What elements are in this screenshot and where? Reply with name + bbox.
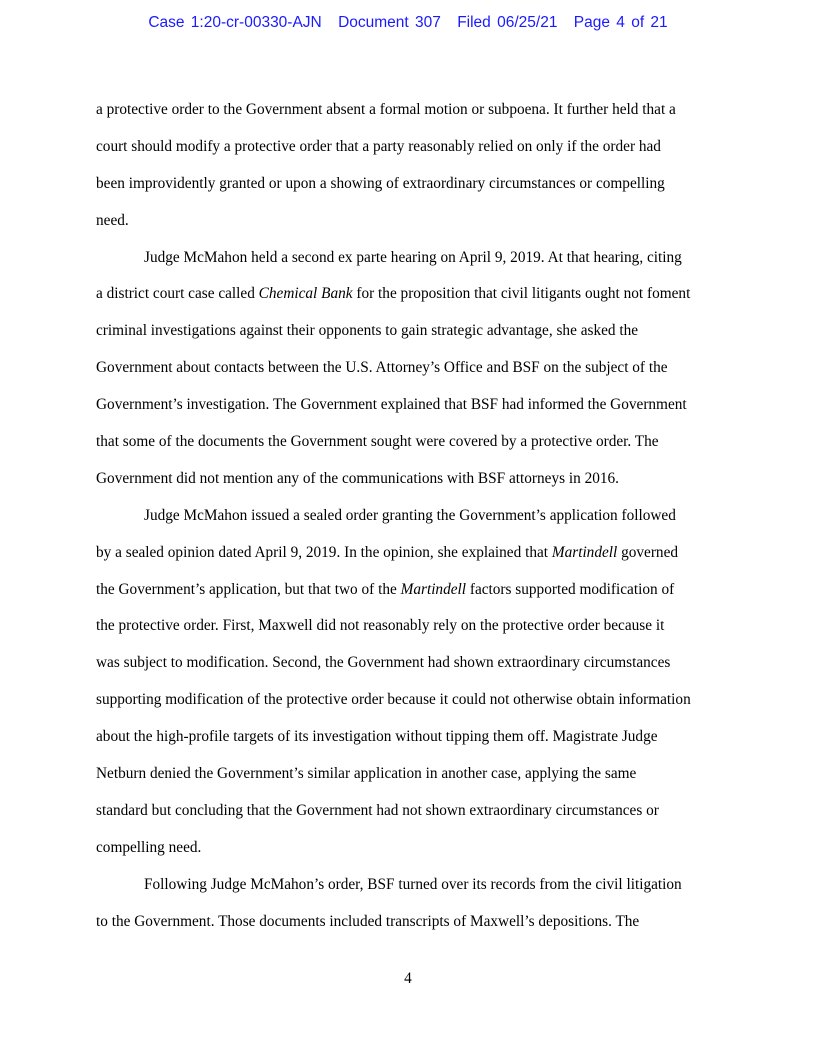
text-line: a protective order to the Government absent a formal motion or subpoena. It further held that a	[96, 101, 676, 118]
paragraph-3	[96, 498, 724, 867]
text-line: Netburn denied the Government’s similar application in another case, applying the same	[96, 765, 637, 783]
document-body	[96, 92, 724, 940]
page-indicator: Page 4 of 21	[573, 14, 668, 31]
text-line: criminal investigations against their opponents to gain strategic advantage, she asked the	[96, 322, 639, 340]
text-line: supporting modification of the protective order because it could not otherwise obtain information	[96, 691, 691, 709]
text-line: Government about contacts between the U.S. Attorney’s Office and BSF on the subject of the	[96, 359, 668, 377]
ecf-filing-header	[0, 14, 816, 32]
text-line: to the Government. Those documents included transcripts of Maxwell’s depositions. The	[96, 912, 640, 930]
case-citation-italic: Martindell	[400, 580, 467, 598]
text-line: the protective order. First, Maxwell did not reasonably rely on the protective order because it	[96, 617, 665, 635]
text-line: court should modify a protective order that a party reasonably relied on only if the order had	[96, 137, 661, 155]
text-line: that some of the documents the Government sought were covered by a protective order. The	[96, 433, 659, 451]
text-line: about the high-profile targets of its investigation without tipping them off. Magistrate Judge	[96, 728, 658, 746]
text-line: by a sealed opinion dated April 9, 2019. In the opinion, she explained that Martindell governed	[96, 543, 679, 561]
paragraph-2	[96, 240, 724, 498]
paragraph-1	[96, 92, 724, 240]
text-line: Judge McMahon issued a sealed order granting the Government’s application followed	[144, 506, 676, 524]
page-number: 4	[404, 970, 412, 987]
text-line: Following Judge McMahon’s order, BSF turned over its records from the civil litigation	[144, 875, 682, 893]
filed-date: Filed 06/25/21	[457, 14, 558, 31]
case-number: Case 1:20-cr-00330-AJN	[148, 14, 322, 31]
text-line: Judge McMahon held a second ex parte hearing on April 9, 2019. At that hearing, citing	[144, 248, 682, 266]
case-citation-italic: Chemical Bank	[258, 285, 353, 303]
text-line: need.	[96, 211, 129, 229]
text-line: standard but concluding that the Government had not shown extraordinary circumstances or	[96, 801, 659, 819]
text-line: compelling need.	[96, 838, 202, 856]
text-line: Government’s investigation. The Government explained that BSF had informed the Government	[96, 396, 687, 414]
text-line: the Government’s application, but that two of the Martindell factors supported modification of	[96, 580, 675, 598]
text-line: Government did not mention any of the communications with BSF attorneys in 2016.	[96, 469, 620, 487]
case-citation-italic: Martindell	[551, 543, 618, 561]
text-line: been improvidently granted or upon a showing of extraordinary circumstances or compelling	[96, 174, 665, 192]
paragraph-4	[96, 867, 724, 941]
text-line: a district court case called Chemical Bank for the proposition that civil litigants ought not foment	[96, 285, 691, 303]
document-number: Document 307	[338, 14, 441, 31]
text-line: was subject to modification. Second, the Government had shown extraordinary circumstances	[96, 654, 671, 672]
